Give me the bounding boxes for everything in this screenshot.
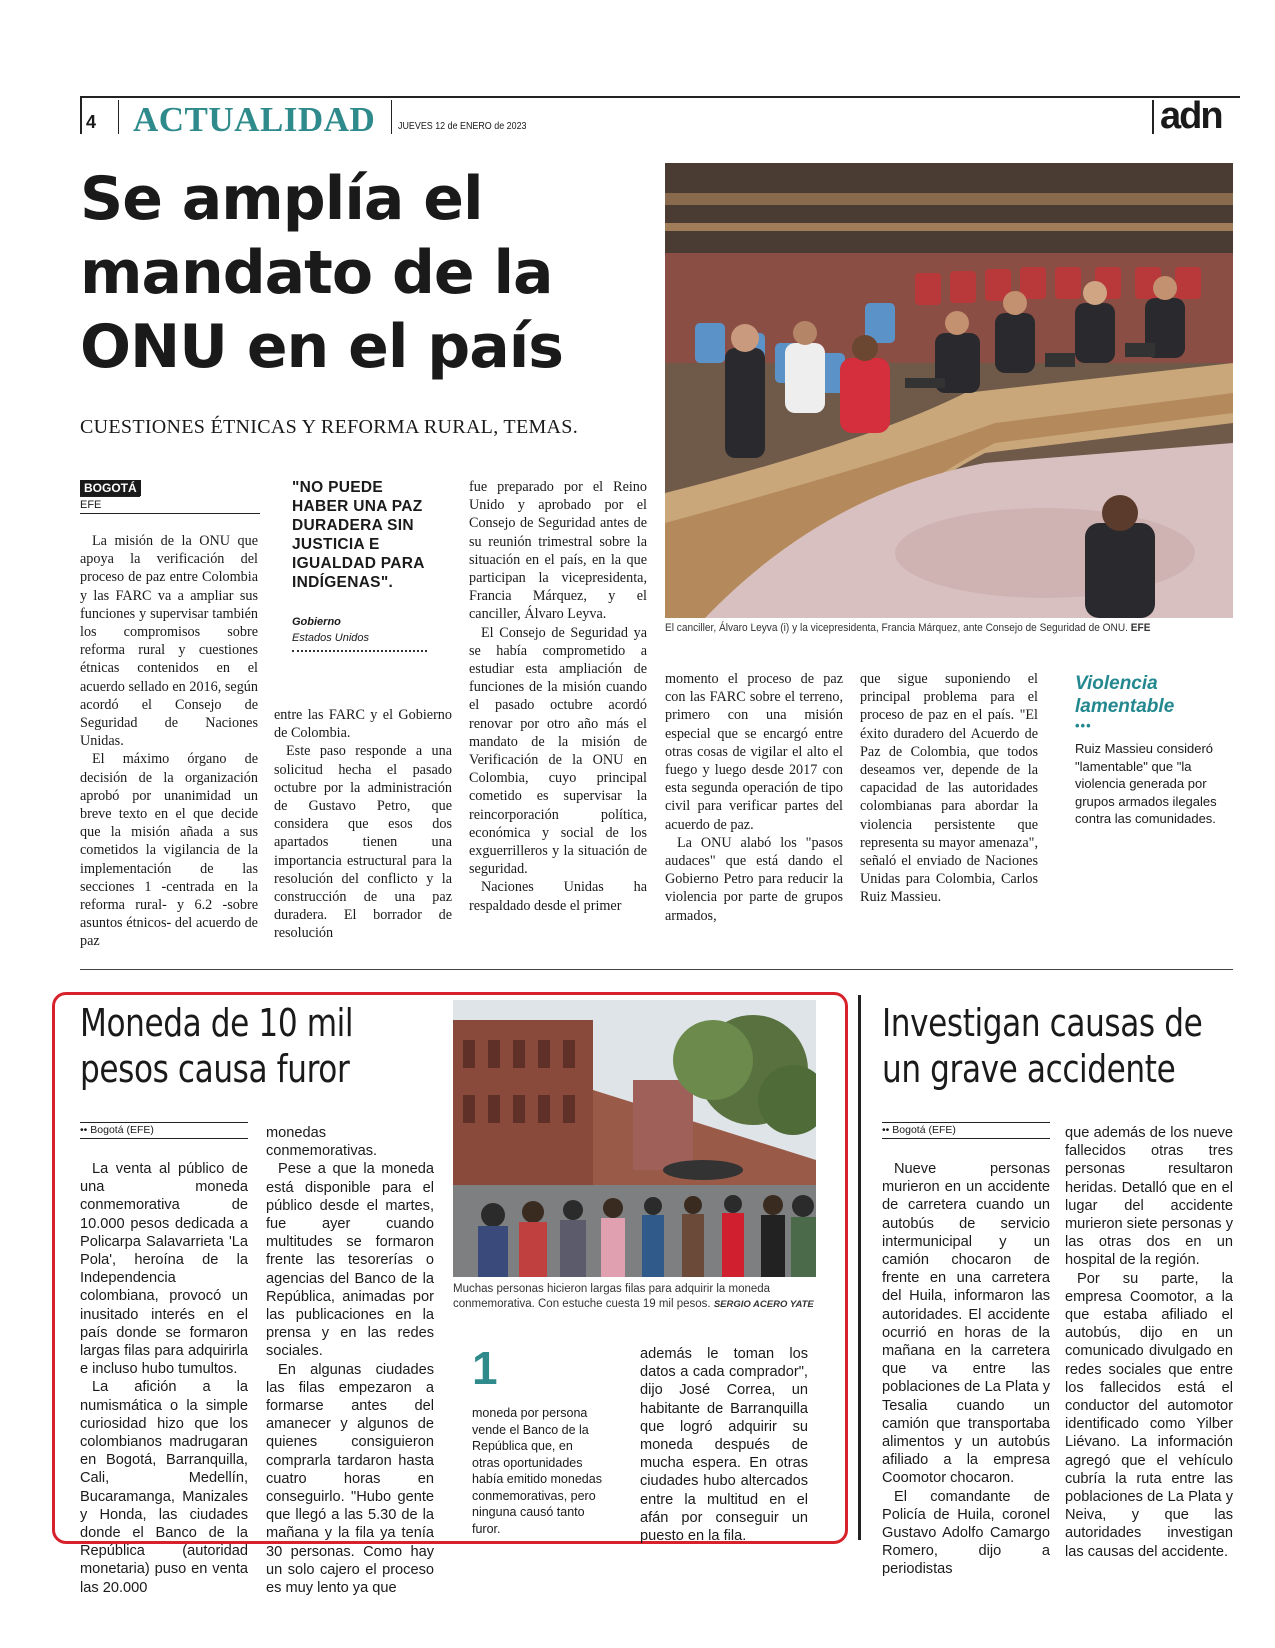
main-photo-caption-text: El canciller, Álvaro Leyva (i) y la vicepresidenta, Francia Márquez, ante Consejo de Seguridad de ONU.	[665, 622, 1128, 634]
paragraph: Naciones Unidas ha respaldado desde el primer	[469, 879, 647, 914]
coin-photo-credit: SERGIO ACERO YATE	[713, 1299, 814, 1310]
main-column-3	[469, 478, 647, 915]
logo-divider	[1152, 100, 1154, 134]
adn-logo: adn	[1160, 95, 1222, 137]
paragraph: además le toman los datos a cada comprador", dijo José Correa, un habitante de Barranquilla que logró adquirir su moneda después de mucha espera. En otras ciudades hubo altercados entre la multitud en el afán por conseguir un puesto en la fila.	[640, 1346, 808, 1545]
sidebar-title: Violencia lamentable	[1075, 673, 1175, 717]
coin-column-2	[266, 1124, 434, 1597]
page-number-divider	[118, 100, 119, 134]
paragraph: entre las FARC y el Gobierno de Colombia.	[274, 707, 452, 742]
coin-photo-caption	[453, 1282, 818, 1312]
paragraph: que sigue suponiendo el principal problema para el proceso de paz en el país. "El éxito duradero del Acuerdo de Paz de Colombia, que todos deseamos ver, depende de la capacidad de las autoridades colombianas para abordar la violencia persistente que representa su mayor amenaza", señaló el enviado de Naciones Unidas para Colombia, Carlos Ruiz Massieu.	[860, 671, 1038, 906]
accident-column-1	[882, 1160, 1050, 1579]
un-council-photo	[665, 163, 1233, 618]
issue-date: JUEVES 12 de ENERO de 2023	[398, 120, 527, 132]
accident-byline-rule-top	[882, 1122, 1050, 1123]
quote-source-detail: Estados Unidos	[292, 632, 370, 644]
byline-rule	[80, 513, 260, 514]
paragraph: monedas conmemorativas.	[266, 1125, 378, 1160]
queue-photo	[453, 1000, 816, 1277]
agency-tag: EFE	[80, 499, 102, 511]
paragraph: Pese a que la moneda está disponible para el público desde el martes, fue ayer cuando multitudes se formaron frente las tesorerías o agencias del Banco de la República, animadas por las publicaciones en la prensa y en las redes sociales.	[266, 1161, 434, 1360]
accident-story-divider	[858, 995, 861, 1540]
accident-headline: Investigan causas de un grave accidente	[882, 1001, 1203, 1091]
coin-column-3	[640, 1345, 808, 1545]
main-photo-caption	[665, 622, 1150, 634]
accident-byline-rule	[882, 1138, 1050, 1139]
main-column-5	[860, 670, 1038, 907]
page-number: 4	[86, 112, 97, 132]
coin-headline: Moneda de 10 mil pesos causa furor	[80, 1001, 354, 1091]
quote-source: Gobierno	[292, 616, 341, 628]
main-column-1	[80, 532, 258, 951]
coin-column-1	[80, 1160, 248, 1597]
coin-byline: •• Bogotá (EFE)	[80, 1124, 154, 1136]
paragraph: En algunas ciudades las filas empezaron a formarse antes del amanecer y algunos de quienes consiguieron comprarla tardaron hasta cuatro horas en conseguirlo. "Hubo gente que llegó a las 5.30 de la mañana y la fila ya tenía 30 personas. Como hay un solo cajero el proceso es muy lento ya que	[266, 1361, 434, 1597]
section-divider-rule	[80, 969, 1233, 970]
coin-byline-rule-top	[80, 1122, 248, 1123]
main-headline: Se amplía el mandato de la ONU en el país	[80, 164, 563, 382]
sidebar-dots: •••	[1075, 718, 1092, 733]
quote-dotted-rule	[292, 650, 427, 652]
main-column-4	[665, 670, 843, 925]
pull-quote: "NO PUEDE HABER UNA PAZ DURADERA SIN JUSTICIA E IGUALDAD PARA INDÍGENAS".	[292, 479, 425, 591]
coin-photo-caption-text: Muchas personas hicieron largas filas para adquirir la moneda conmemorativa. Con estuche cuesta 19 mil pesos.	[453, 1283, 771, 1310]
section-title: ACTUALIDAD	[133, 100, 376, 139]
paragraph: El comandante de Policía de Huila, coronel Gustavo Adolfo Camargo Romero, dijo a periodistas	[882, 1488, 1050, 1578]
main-column-2	[274, 706, 452, 943]
paragraph: momento el proceso de paz con las FARC sobre el terreno, primero con una misión especial que se encargó entre otras cosas de vigilar el alto el fuego y luego desde 2017 con esta segunda operación de tipo civil para verificar partes del acuerdo de paz.	[665, 671, 843, 833]
paragraph: El máximo órgano de decisión de la organización aprobó por unanimidad un breve texto en el que decide que la misión añada a sus cometidos la vigilancia de la implementación de las secciones 1 -centrada en la reforma rural- y 6.2 -sobre asuntos étnicos- del acuerdo de paz	[80, 751, 258, 950]
accident-column-2	[1065, 1124, 1233, 1561]
queue-photo-illustration	[453, 1000, 816, 1277]
main-photo-credit: EFE	[1130, 622, 1151, 634]
paragraph: Por su parte, la empresa Coomotor, a la que estaba afiliado el autobús, dijo en un comunicado divulgado en redes sociales que entre los fallecidos está el conductor del automotor identificado como Yilber Liévano. La información agregó que el vehículo cubría la ruta entre las poblaciones de La Plata y Neiva, y que las autoridades investigan las causas del accidente.	[1065, 1270, 1233, 1560]
factbox-text: moneda por persona vende el Banco de la República que, en otras oportunidades había emitido monedas conmemorativas, pero ninguna causó tanto furor.	[472, 1406, 602, 1536]
paragraph: La venta al público de una moneda conmemorativa de 10.000 pesos dedicada a Policarpa Salavarrieta 'La Pola', heroína de la Independencia colombiana, provocó un inusitado interés en el país donde se formaron largas filas para adquirirla e incluso hubo tumultos.	[80, 1161, 248, 1378]
photo-illustration	[665, 163, 1233, 618]
location-rule	[80, 496, 140, 497]
factbox-number: 1	[472, 1342, 498, 1394]
paragraph: que además de los nueve fallecidos otras tres personas resultaron heridas. Detalló que en el lugar del accidente murieron siete personas y las otras dos en un hospital de la región.	[1065, 1125, 1233, 1269]
paragraph: Nueve personas murieron en un accidente de carretera cuando un autobús de servicio intermunicipal y un camión chocaron de frente en una carretera del Huila, informaron las autoridades. El accidente ocurrió en horas de la mañana en la carretera que va entre las poblaciones de La Plata y Tesalia cuando un camión que transportaba alimentos y un autobús afiliado a la empresa Coomotor chocaron.	[882, 1161, 1050, 1487]
page-number-divider-left	[80, 96, 82, 134]
accident-byline: •• Bogotá (EFE)	[882, 1124, 956, 1136]
paragraph: La ONU alabó los "pasos audaces" que está dando el Gobierno Petro para reducir la violencia por parte de grupos armados,	[665, 834, 843, 924]
paragraph: La afición a la numismática o la simple curiosidad hizo que los colombianos madrugaran en Bogotá, Barranquilla, Cali, Medellín, Bucaramanga, Manizales y Honda, las ciudades donde el Banco de la República (autoridad monetaria) puso en venta las 20.000	[80, 1379, 248, 1596]
main-subhead: CUESTIONES ÉTNICAS Y REFORMA RURAL, TEMAS.	[80, 416, 579, 438]
paragraph: Este paso responde a una solicitud hecha el pasado octubre por la administración de Gustavo Petro, que considera que esos dos apartados tienen una importancia estructural para la resolución del conflicto y la construcción de una paz duradera. El borrador de resolución	[274, 743, 452, 942]
section-divider	[391, 100, 392, 134]
sidebar-text: Ruiz Massieu consideró "lamentable" que "la violencia generada por grupos armados ilegales contra las comunidades.	[1075, 741, 1217, 826]
coin-byline-rule	[80, 1138, 248, 1139]
top-rule	[80, 96, 1240, 98]
paragraph: fue preparado por el Reino Unido y aprobado por el Consejo de Seguridad antes de su reunión trimestral sobre la situación en el país, en la que participan la vicepresidenta, Francia Márquez, y el canciller, Álvaro Leyva.	[469, 479, 647, 623]
paragraph: La misión de la ONU que apoya la verificación del proceso de paz entre Colombia y las FARC va a ampliar sus funciones y supervisar también los compromisos sobre reforma rural y cuestiones étnicas contenidos en el acuerdo sellado en 2016, según acordó el Consejo de Seguridad de Naciones Unidas.	[80, 533, 258, 750]
location-tag: BOGOTÁ	[80, 480, 141, 496]
paragraph: El Consejo de Seguridad ya se había comprometido a estudiar esta ampliación de funciones de la misión cuando el pasado octubre acordó renovar por otro año más el mandato de la misión de Verificación de la ONU en Colombia, cuyo principal cometido es supervisar la reincorporación política, económica y social de los exguerrilleros y la situación de seguridad.	[469, 624, 647, 878]
